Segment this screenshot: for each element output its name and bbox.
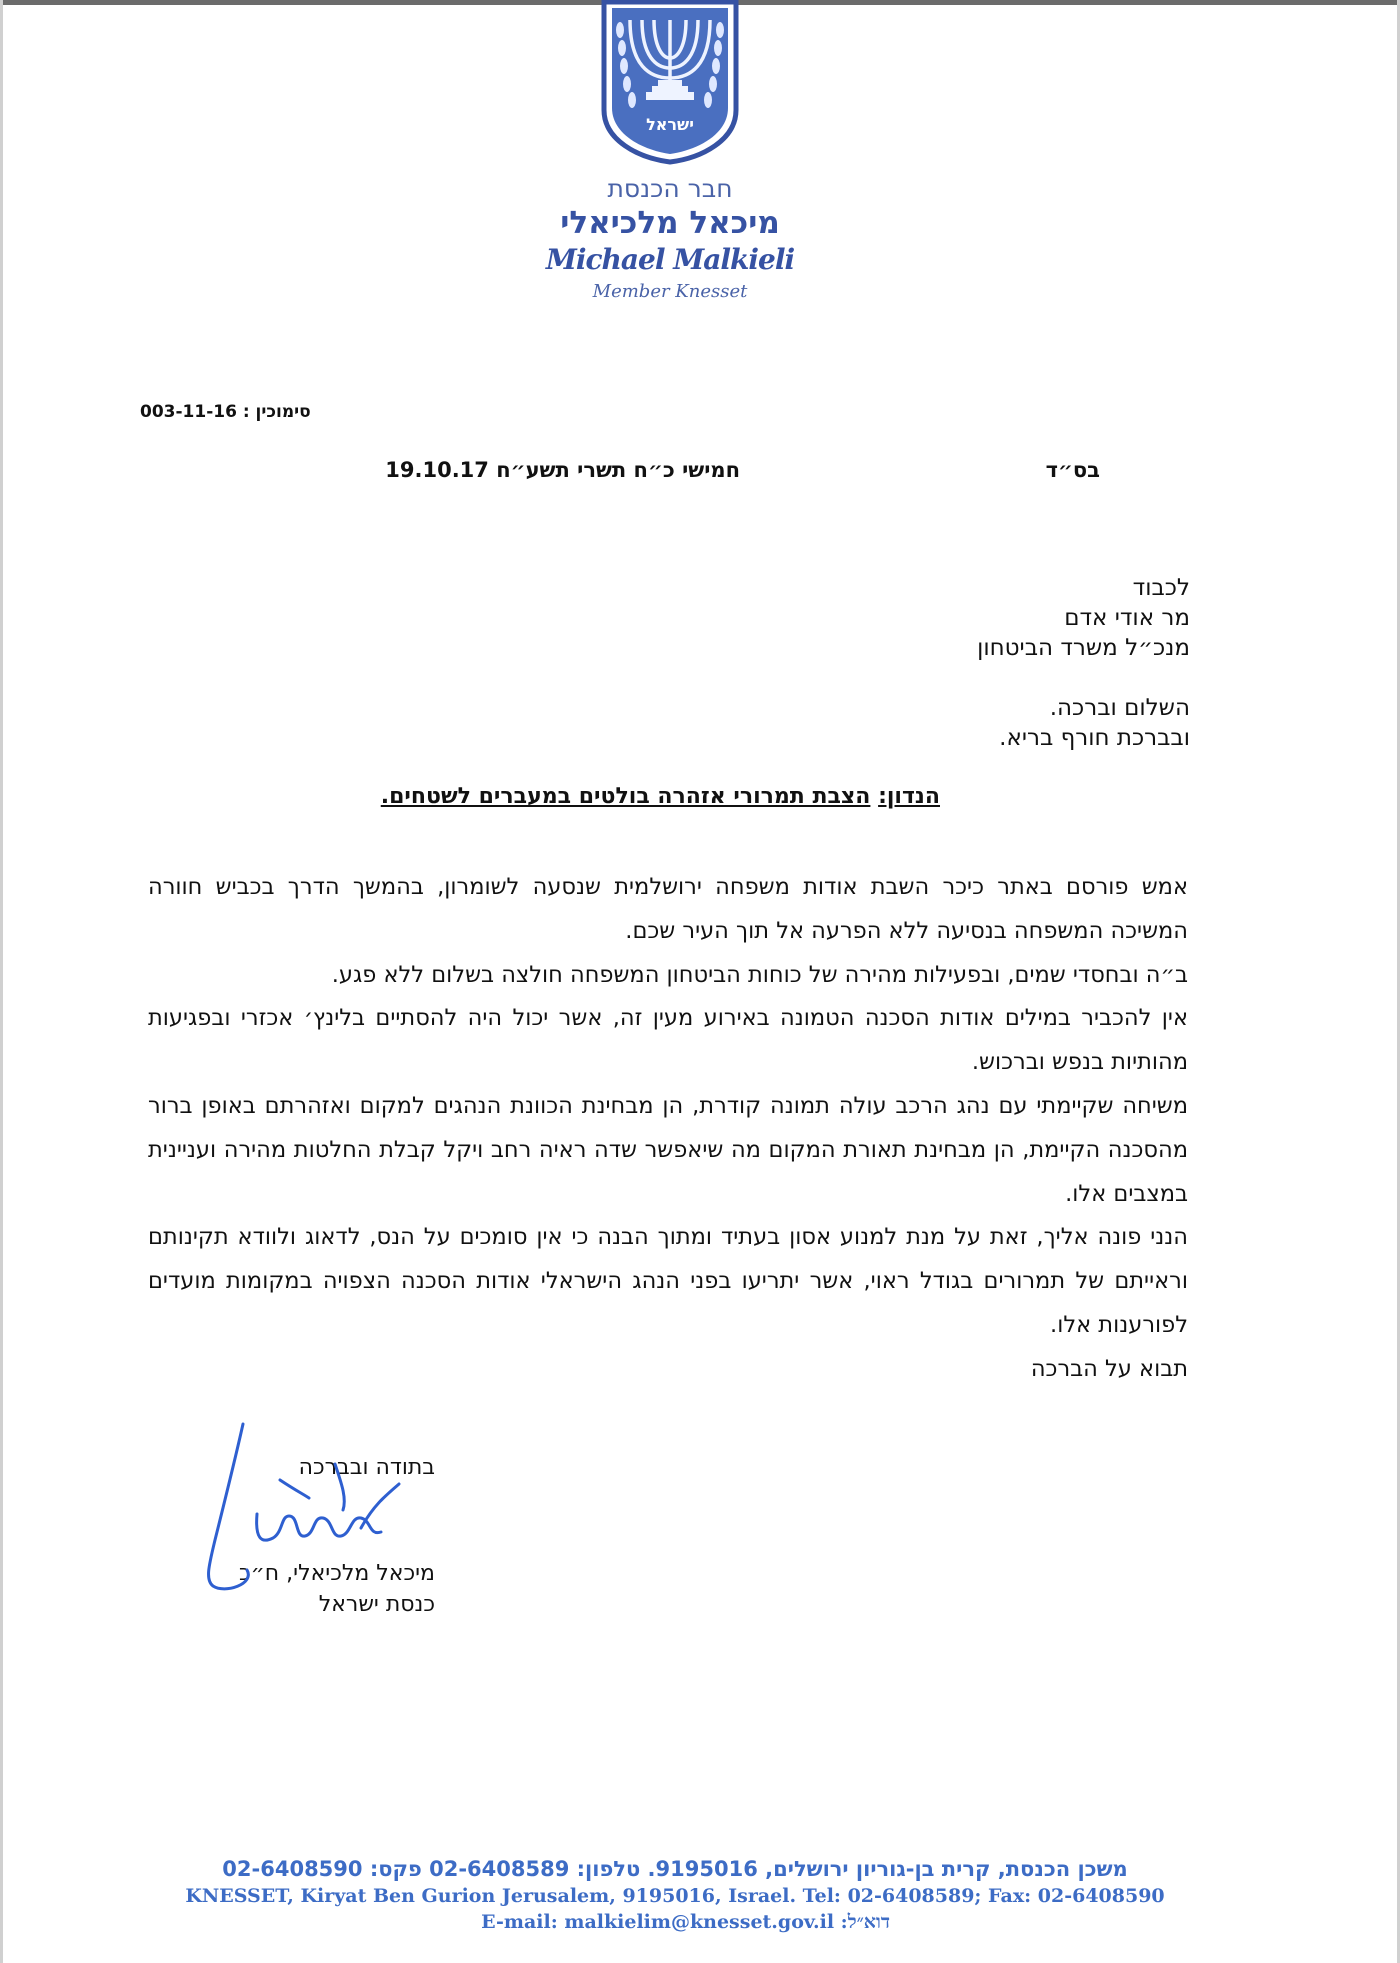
letter-date: חמישי כ״ח תשרי תשע״ח 19.10.17 bbox=[385, 458, 740, 482]
recipient-line: לכבוד bbox=[1132, 575, 1190, 601]
letterhead-name-english: Michael Malkieli bbox=[545, 243, 795, 276]
recipient-line: מנכ״ל משרד הביטחון bbox=[977, 635, 1190, 661]
body-paragraph: הנני פונה אליך, זאת על מנת למנוע אסון בעתיד ומתוך הבנה כי אין סומכים על הנס, לדאוג ולוודא תקינותם וראייתם של תמרורים בגודל ראוי, אשר יתריעו בפני הנהג הישראלי אודות הסכנה הצפויה במקומות מועדים לפורענות אלו. bbox=[148, 1224, 1188, 1338]
greeting-line: השלום וברכה. bbox=[1049, 695, 1190, 721]
letterhead-name-hebrew: מיכאל מלכיאלי bbox=[560, 205, 780, 241]
state-emblem-icon bbox=[590, 0, 750, 165]
body-paragraph: אמש פורסם באתר כיכר השבת אודות משפחה ירושלמית שנסעה לשומרון, בהמשך הדרך בכביש חוורה המשיכה המשפחה בנסיעה ללא הפרעה אל תוך העיר שכם. bbox=[148, 874, 1188, 944]
signoff-name: מיכאל מלכיאלי, ח״כ bbox=[238, 1561, 435, 1586]
body-paragraph: אין להכביר במילים אודות הסכנה הטמונה באירוע מעין זה, אשר יכול היה להסתיים בלינץ׳ אכזרי ובפגיעות מהותיות בנפש וברכוש. bbox=[148, 1005, 1188, 1076]
subject-text: הצבת תמרורי אזהרה בולטים במעברים לשטחים. bbox=[380, 784, 871, 809]
letterhead-title: חבר הכנסת bbox=[607, 174, 733, 203]
body-paragraph: משיחה שקיימתי עם נהג הרכב עולה תמונה קודרת, הן מבחינת הכוונת הנהגים למקום ואזהרתם באופן ברור מהסכנה הקיימת, הן מבחינת תאורת המקום מה שיאפשר שדה ראיה רחב ויקל קבלת החלטות מהירה ועניינית במצבים אלו. bbox=[148, 1092, 1188, 1207]
recipient-block bbox=[800, 573, 1190, 663]
left-border bbox=[0, 0, 3, 1963]
recipient-line: מר אודי אדם bbox=[1064, 605, 1190, 631]
footer-email: דוא״ל: E-mail: malkielim@knesset.gov.il bbox=[481, 1911, 890, 1933]
letterhead-role-english: Member Knesset bbox=[592, 281, 748, 302]
letter-body bbox=[148, 866, 1188, 1392]
signoff-org: כנסת ישראל bbox=[318, 1592, 435, 1617]
handwritten-signature bbox=[185, 1420, 435, 1605]
body-paragraph: ב״ה ובחסדי שמים, ובפעילות מהירה של כוחות הביטחון המשפחה חולצה בשלום ללא פגע. bbox=[331, 961, 1188, 988]
footer-address-hebrew: משכן הכנסת, קרית בן-גוריון ירושלים, 9195016. טלפון: 02-6408589 פקס: 02-6408590 bbox=[222, 1857, 1128, 1881]
subject-label: הנדון: bbox=[878, 784, 940, 809]
greeting-line: ובברכת חורף בריא. bbox=[999, 725, 1190, 751]
bsd-heading: בס״ד bbox=[1045, 458, 1100, 482]
footer-address-english: KNESSET, Kiryat Ben Gurion Jerusalem, 9195016, Israel. Tel: 02-6408589; Fax: 02-6408590 bbox=[185, 1885, 1165, 1907]
signoff-thanks: בתודה ובברכה bbox=[298, 1455, 435, 1480]
emblem-text: ישראל bbox=[646, 115, 694, 134]
subject-line bbox=[250, 784, 940, 809]
body-paragraph: תבוא על הברכה bbox=[1030, 1355, 1188, 1382]
reference-number: סימוכין : 003-11-16 bbox=[140, 402, 311, 422]
greeting-block bbox=[800, 693, 1190, 753]
